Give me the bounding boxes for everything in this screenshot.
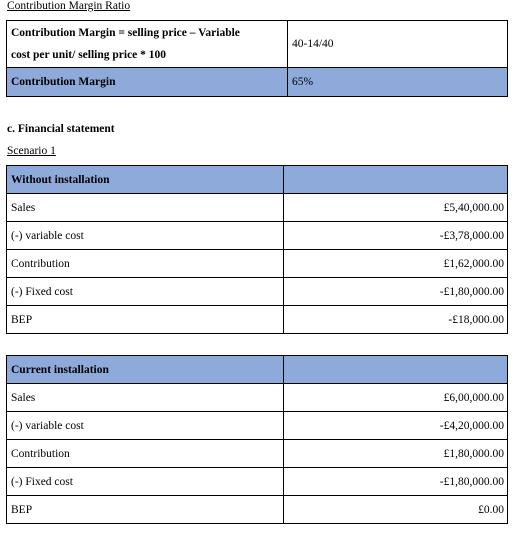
row-label: (-) variable cost <box>7 222 284 250</box>
scenario-label: Scenario 1 <box>7 145 56 157</box>
table-header-cell: Without installation <box>7 166 284 194</box>
table-header-cell: Current installation <box>7 356 284 384</box>
scenario1-table <box>6 165 508 334</box>
table-row <box>7 496 508 524</box>
table-header-row <box>7 356 508 384</box>
table-row <box>7 384 508 412</box>
formula-label-line2: cost per unit/ selling price * 100 <box>11 49 167 61</box>
section-title: Contribution Margin Ratio <box>7 0 131 12</box>
row-value: £5,40,000.00 <box>284 194 508 222</box>
table-header-row <box>7 166 508 194</box>
table-row <box>7 68 508 97</box>
row-value: £1,80,000.00 <box>284 440 508 468</box>
section-heading: c. Financial statement <box>7 123 115 135</box>
table-row <box>7 278 508 306</box>
row-label: Contribution <box>7 440 284 468</box>
row-label: BEP <box>7 306 284 334</box>
row-value: £0.00 <box>284 496 508 524</box>
table-row <box>7 222 508 250</box>
row-label: (-) Fixed cost <box>7 278 284 306</box>
row-label: (-) Fixed cost <box>7 468 284 496</box>
formula-label-cell <box>7 21 288 68</box>
table-row <box>7 21 508 68</box>
row-label: BEP <box>7 496 284 524</box>
row-value: £1,62,000.00 <box>284 250 508 278</box>
row-value: -£18,000.00 <box>284 306 508 334</box>
table-row <box>7 250 508 278</box>
row-value: -£3,78,000.00 <box>284 222 508 250</box>
formula-label-line1: Contribution Margin = selling price – Variable <box>11 27 240 39</box>
row-label: Sales <box>7 194 284 222</box>
row-label: Contribution <box>7 250 284 278</box>
contribution-margin-value-cell: 65% <box>288 68 508 97</box>
table-row <box>7 468 508 496</box>
row-label: Sales <box>7 384 284 412</box>
table-row <box>7 194 508 222</box>
row-value: -£1,80,000.00 <box>284 468 508 496</box>
table-row <box>7 306 508 334</box>
table-row <box>7 440 508 468</box>
contribution-margin-table <box>6 20 508 97</box>
contribution-margin-label-cell: Contribution Margin <box>7 68 288 97</box>
formula-value-cell: 40-14/40 <box>288 21 508 68</box>
table-header-empty-cell <box>284 166 508 194</box>
scenario2-table <box>6 355 508 524</box>
row-value: -£1,80,000.00 <box>284 278 508 306</box>
row-value: £6,00,000.00 <box>284 384 508 412</box>
row-label: (-) variable cost <box>7 412 284 440</box>
row-value: -£4,20,000.00 <box>284 412 508 440</box>
table-row <box>7 412 508 440</box>
table-header-empty-cell <box>284 356 508 384</box>
